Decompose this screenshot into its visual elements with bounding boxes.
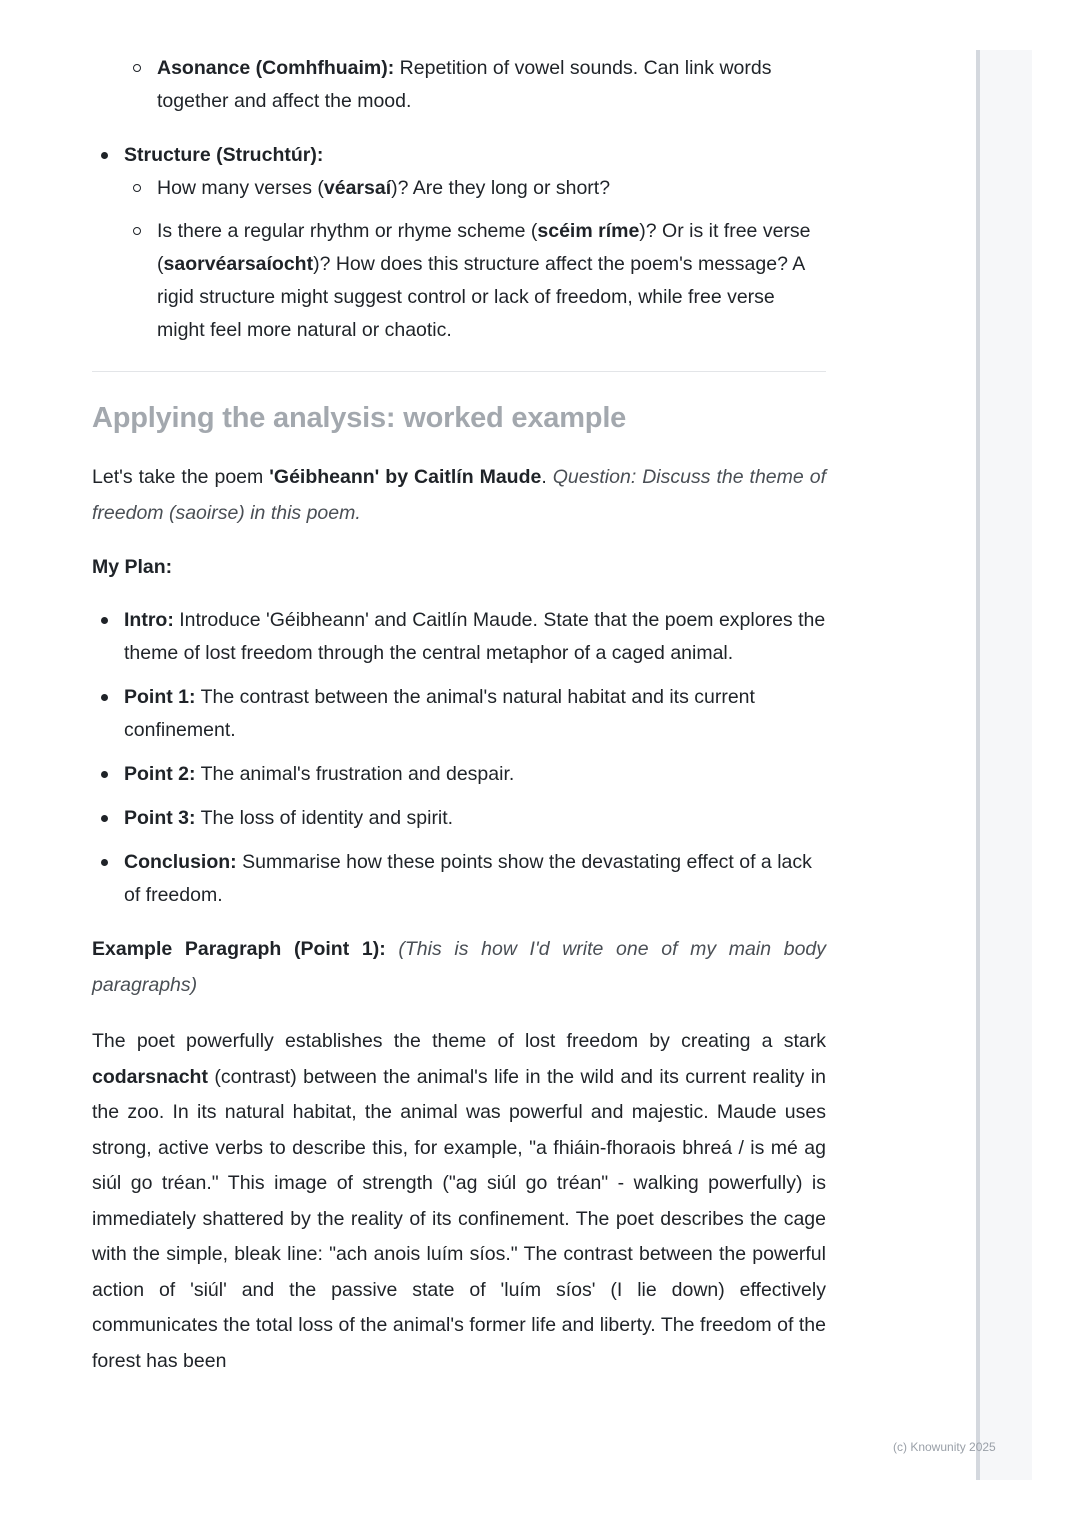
- assonance-list: [92, 52, 826, 118]
- structure-term: Structure (Struchtúr):: [124, 144, 324, 166]
- verses-text-post: )? Are they long or short?: [391, 177, 611, 199]
- list-item-assonance: [92, 52, 826, 118]
- copyright-text: (c) Knowunity 2025: [893, 1440, 996, 1454]
- list-item-verses: [124, 172, 826, 205]
- intro-separator: .: [541, 466, 553, 488]
- plan-item-text: The loss of identity and spirit.: [195, 807, 454, 829]
- plan-item-point-2: [92, 758, 826, 791]
- right-sidebar: [976, 50, 1032, 1480]
- plan-item-label: Point 2:: [124, 763, 196, 785]
- document-content: [92, 52, 826, 1379]
- plan-item-conclusion: [92, 846, 826, 912]
- rhyme-text-mid: )? Or is it free verse (: [157, 220, 811, 275]
- rhyme-text-pre: Is there a regular rhythm or rhyme scheme (: [157, 220, 538, 242]
- plan-item-label: Intro:: [124, 609, 174, 631]
- plan-item-text: The contrast between the animal's natural habitat and its current confinement.: [124, 686, 755, 741]
- list-item-structure: [92, 139, 826, 347]
- plan-item-text: The animal's frustration and despair.: [195, 763, 515, 785]
- plan-list: [92, 604, 826, 912]
- rhyme-text-post: )? How does this structure affect the poem's message? A rigid structure might suggest control or lack of freedom, while free verse might feel more natural or chaotic.: [157, 253, 805, 341]
- question-text: Question: Discuss the theme of freedom (saoirse) in this poem.: [92, 466, 826, 524]
- verses-term: véarsaí: [323, 177, 392, 199]
- free-verse-term: saorvéarsaíocht: [163, 253, 314, 275]
- plan-item-label: Point 3:: [124, 807, 196, 829]
- intro-text: Let's take the poem: [92, 466, 270, 488]
- section-divider: [92, 371, 826, 372]
- example-text-post: (contrast) between the animal's life in the wild and its current reality in the zoo. In its natural habitat, the animal was powerful and majestic. Maude uses strong, active verbs to describe this, for example, "a fhiáin-fhoraois bhreá / is mé ag siúl go tréan." This image of strength ("ag siúl go tréan" - walking powerfully) is immediately shattered by the reality of its confinement. The poet describes the cage with the simple, bleak line: "ach anois luím síos." The contrast between the powerful action of 'siúl' and the passive state of 'luím síos' (I lie down) effectively communicates the total loss of the animal's former life and liberty. The freedom of the forest has been: [92, 1065, 826, 1372]
- example-note: (This is how I'd write one of my main body paragraphs): [92, 938, 827, 996]
- example-label: Example Paragraph (Point 1):: [92, 938, 386, 960]
- example-heading-paragraph: [92, 932, 826, 1003]
- example-body-paragraph: [92, 1024, 826, 1379]
- codarsnacht-term: codarsnacht: [92, 1065, 208, 1088]
- plan-item-label: Conclusion:: [124, 851, 237, 873]
- list-item-rhyme: [124, 215, 826, 347]
- plan-item-intro: [92, 604, 826, 670]
- section-heading: Applying the analysis: worked example: [92, 402, 627, 434]
- structure-list: [92, 139, 826, 347]
- structure-sublist: [124, 172, 826, 347]
- plan-item-point-1: [92, 681, 826, 747]
- intro-paragraph: [92, 460, 826, 531]
- plan-item-text: Introduce 'Géibheann' and Caitlín Maude. State that the poem explores the theme of lost freedom through the central metaphor of a caged animal.: [124, 609, 826, 664]
- plan-item-point-3: [92, 802, 826, 835]
- plan-heading: My Plan:: [92, 556, 173, 578]
- example-text-pre: The poet powerfully establishes the theme of lost freedom by creating a stark: [92, 1030, 826, 1052]
- plan-item-label: Point 1:: [124, 686, 196, 708]
- plan-item-text: Summarise how these points show the devastating effect of a lack of freedom.: [124, 851, 812, 906]
- assonance-term: Asonance (Comhfhuaim):: [157, 57, 395, 79]
- poem-title: 'Géibheann' by Caitlín Maude: [269, 466, 542, 488]
- rhyme-scheme-term: scéim ríme: [537, 220, 640, 242]
- assonance-text: Repetition of vowel sounds. Can link words together and affect the mood.: [157, 57, 772, 112]
- verses-text-pre: How many verses (: [157, 177, 324, 199]
